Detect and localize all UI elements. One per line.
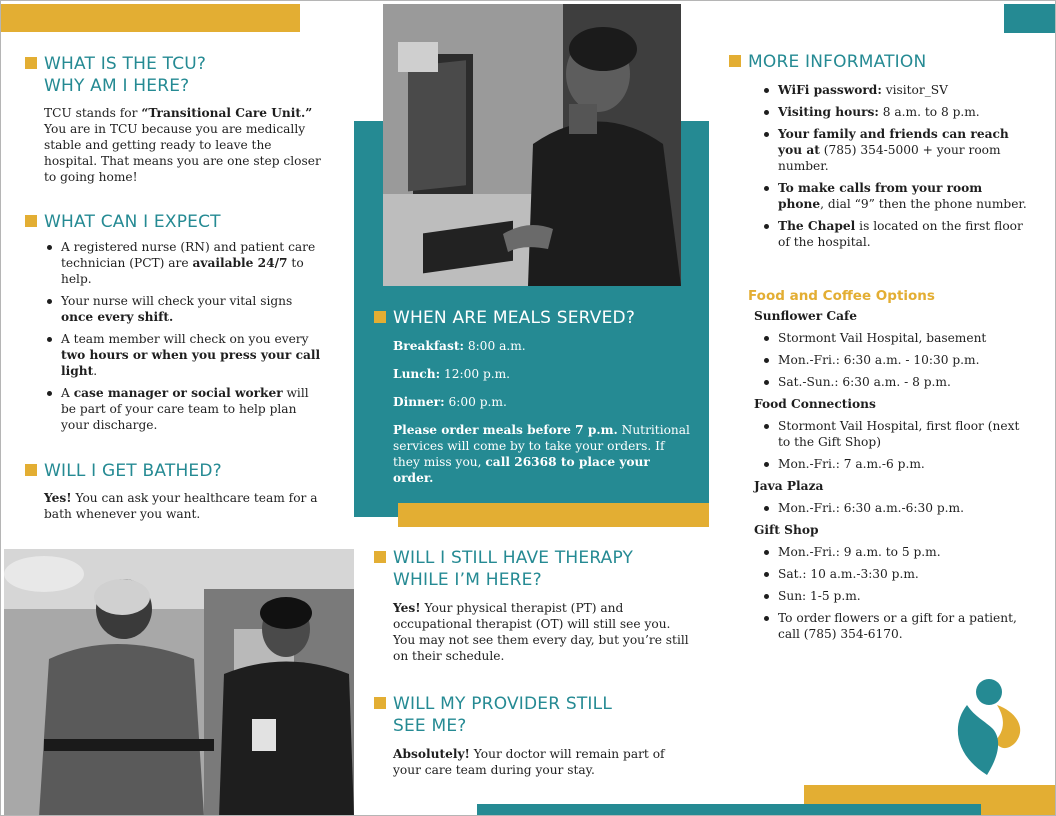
tcu-heading: [25, 53, 325, 97]
therapy-heading-line2: WHILE I’M HERE?: [393, 570, 542, 590]
expect-heading-text: WHAT CAN I EXPECT: [44, 212, 221, 232]
expect-item-staff-b: available 24/7: [192, 256, 288, 270]
bathed-body: You can ask your healthcare team for a bath whenever you want.: [44, 491, 318, 521]
expect-item-discharge: [44, 385, 325, 433]
info-section: [729, 51, 1029, 256]
info-calls: [761, 180, 1029, 212]
patient-photo-illustration: [4, 549, 354, 816]
meals-body: [374, 338, 694, 486]
expect-item-vitals-a: Your nurse will check your vital signs: [61, 294, 293, 308]
patient-walking-with-nurse-photo: [4, 549, 354, 816]
info-list: [729, 82, 1029, 250]
food-item: Stormont Vail Hospital, first floor (next to the Gift Shop): [761, 418, 1033, 450]
expect-item-checkin-b: two hours or when you press your call light: [61, 348, 321, 378]
food-place-name: Food Connections: [754, 397, 876, 411]
expect-item-checkin: [44, 331, 325, 379]
heading-square-icon: [729, 55, 741, 67]
lunch-time: 12:00 p.m.: [440, 367, 511, 381]
expect-item-staff-a: A registered nurse (RN) and patient care technician (PCT) are: [61, 240, 316, 270]
bottom-teal-bar: [477, 804, 981, 816]
meals-dinner: [393, 394, 694, 410]
nurse-photo-illustration: [383, 4, 681, 286]
expect-item-discharge-c: will be part of your care team to help plan your discharge.: [61, 386, 309, 432]
order-bold2: call 26368 to place your order.: [393, 455, 650, 485]
expect-item-staff: [44, 239, 325, 287]
provider-heading-line2: SEE ME?: [393, 716, 467, 736]
provider-heading-line1: WILL MY PROVIDER STILL: [393, 694, 612, 714]
expect-section: [25, 211, 325, 439]
breakfast-label: Breakfast:: [393, 339, 464, 353]
reach-text: (785) 354-5000 + your room number.: [778, 143, 1001, 173]
top-right-teal-bar: [1004, 4, 1056, 33]
food-place-sunflower: [748, 308, 1033, 390]
food-place-giftshop: [748, 522, 1033, 642]
heading-square-icon: [374, 311, 386, 323]
bathed-heading-text: WILL I GET BATHED?: [44, 461, 222, 481]
meals-heading-text: WHEN ARE MEALS SERVED?: [393, 308, 636, 328]
meals-heading: [374, 307, 694, 329]
food-place-connections: [748, 396, 1033, 472]
food-place-name: Sunflower Cafe: [754, 309, 858, 323]
tcu-heading-line2: WHY AM I HERE?: [44, 76, 190, 96]
provider-bold: Absolutely!: [393, 747, 470, 761]
provider-text: [374, 746, 694, 778]
bathed-bold: Yes!: [44, 491, 72, 505]
expect-item-checkin-a: A team member will check on you every: [61, 332, 309, 346]
food-item: Stormont Vail Hospital, basement: [761, 330, 1033, 346]
tcu-text-bold: “Transitional Care Unit.”: [141, 106, 313, 120]
therapy-body: Your physical therapist (PT) and occupational therapist (OT) will still see you. You may not see them every day, but you’re still on their schedule.: [393, 601, 689, 663]
bathed-section: [25, 460, 325, 522]
provider-section: [374, 693, 694, 778]
chapel-text: is located on the first floor of the hospital.: [778, 219, 1023, 249]
therapy-section: [374, 547, 694, 664]
therapy-heading-line1: WILL I STILL HAVE THERAPY: [393, 548, 634, 568]
chapel-bold: The Chapel: [778, 219, 856, 233]
lunch-label: Lunch:: [393, 367, 441, 381]
food-place-name: Java Plaza: [754, 479, 824, 493]
meals-gold-bar: [398, 503, 709, 527]
meals-lunch: [393, 366, 694, 382]
food-item: Sat.-Sun.: 6:30 a.m. - 8 p.m.: [761, 374, 1033, 390]
calls-text: , dial “9” then the phone number.: [820, 197, 1027, 211]
food-heading: Food and Coffee Options: [748, 288, 935, 304]
info-reach: [761, 126, 1029, 174]
food-item: Mon.-Fri.: 9 a.m. to 5 p.m.: [761, 544, 1033, 560]
provider-heading: [374, 693, 694, 737]
nurse-at-computer-photo: [383, 4, 681, 286]
bathed-heading: [25, 460, 325, 482]
wifi-value: visitor_SV: [881, 83, 948, 97]
expect-item-staff-c: to help.: [61, 256, 304, 286]
order-text: Nutritional services will come by to take your orders. If they miss you,: [393, 423, 690, 469]
food-place-list: [754, 418, 1033, 472]
calls-bold: To make calls from your room phone: [778, 181, 983, 211]
visiting-label: Visiting hours:: [778, 105, 879, 119]
heading-square-icon: [374, 551, 386, 563]
food-item: Mon.-Fri.: 6:30 a.m.-6:30 p.m.: [761, 500, 1033, 516]
reach-bold: Your family and friends can reach you at: [778, 127, 1009, 157]
expect-item-vitals: [44, 293, 325, 325]
tcu-section: [25, 53, 325, 185]
expect-item-vitals-b: once every shift.: [61, 310, 174, 324]
wifi-label: WiFi password:: [778, 83, 882, 97]
food-item: Mon.-Fri.: 7 a.m.-6 p.m.: [761, 456, 1033, 472]
food-item: Sat.: 10 a.m.-3:30 p.m.: [761, 566, 1033, 582]
expect-item-checkin-c: .: [93, 364, 98, 378]
info-heading: [729, 51, 1029, 73]
tcu-text-end: You are in TCU because you are medically stable and getting ready to leave the hospital. That means you are one step closer to going home!: [44, 122, 321, 184]
therapy-bold: Yes!: [393, 601, 421, 615]
tcu-text: [25, 105, 325, 185]
tcu-text-start: TCU stands for: [44, 106, 142, 120]
logo-svg: [955, 677, 1025, 777]
heading-square-icon: [25, 215, 37, 227]
expect-item-discharge-a: A: [61, 386, 74, 400]
food-item: To order flowers or a gift for a patient, call (785) 354-6170.: [761, 610, 1033, 642]
breakfast-time: 8:00 a.m.: [463, 339, 526, 353]
tcu-heading-line1: WHAT IS THE TCU?: [44, 54, 207, 74]
food-item: Mon.-Fri.: 6:30 a.m. - 10:30 p.m.: [761, 352, 1033, 368]
food-place-name: Gift Shop: [754, 523, 819, 537]
expect-heading: [25, 211, 325, 233]
info-wifi: [761, 82, 1029, 98]
heading-square-icon: [374, 697, 386, 709]
meals-order: [393, 422, 694, 486]
food-place-list: [754, 544, 1033, 642]
info-visiting: [761, 104, 1029, 120]
heading-square-icon: [25, 57, 37, 69]
meals-section: [374, 307, 694, 486]
food-section: [748, 288, 1033, 648]
visiting-value: 8 a.m. to 8 p.m.: [878, 105, 980, 119]
food-item: Sun: 1-5 p.m.: [761, 588, 1033, 604]
heading-square-icon: [25, 464, 37, 476]
info-chapel: [761, 218, 1029, 250]
stormont-vail-logo-icon: [955, 677, 1025, 777]
food-place-list: [754, 500, 1033, 516]
expect-list: [25, 239, 325, 433]
meals-breakfast: [393, 338, 694, 354]
provider-body: Your doctor will remain part of your care team during your stay.: [393, 747, 665, 777]
therapy-text: [374, 600, 694, 664]
bathed-text: [25, 490, 325, 522]
dinner-time: 6:00 p.m.: [444, 395, 507, 409]
top-left-gold-bar: [1, 4, 300, 32]
food-place-java: [748, 478, 1033, 516]
expect-item-discharge-b: case manager or social worker: [73, 386, 283, 400]
therapy-heading: [374, 547, 694, 591]
order-bold: Please order meals before 7 p.m.: [393, 423, 618, 437]
dinner-label: Dinner:: [393, 395, 445, 409]
info-heading-text: MORE INFORMATION: [748, 52, 927, 72]
food-place-list: [754, 330, 1033, 390]
